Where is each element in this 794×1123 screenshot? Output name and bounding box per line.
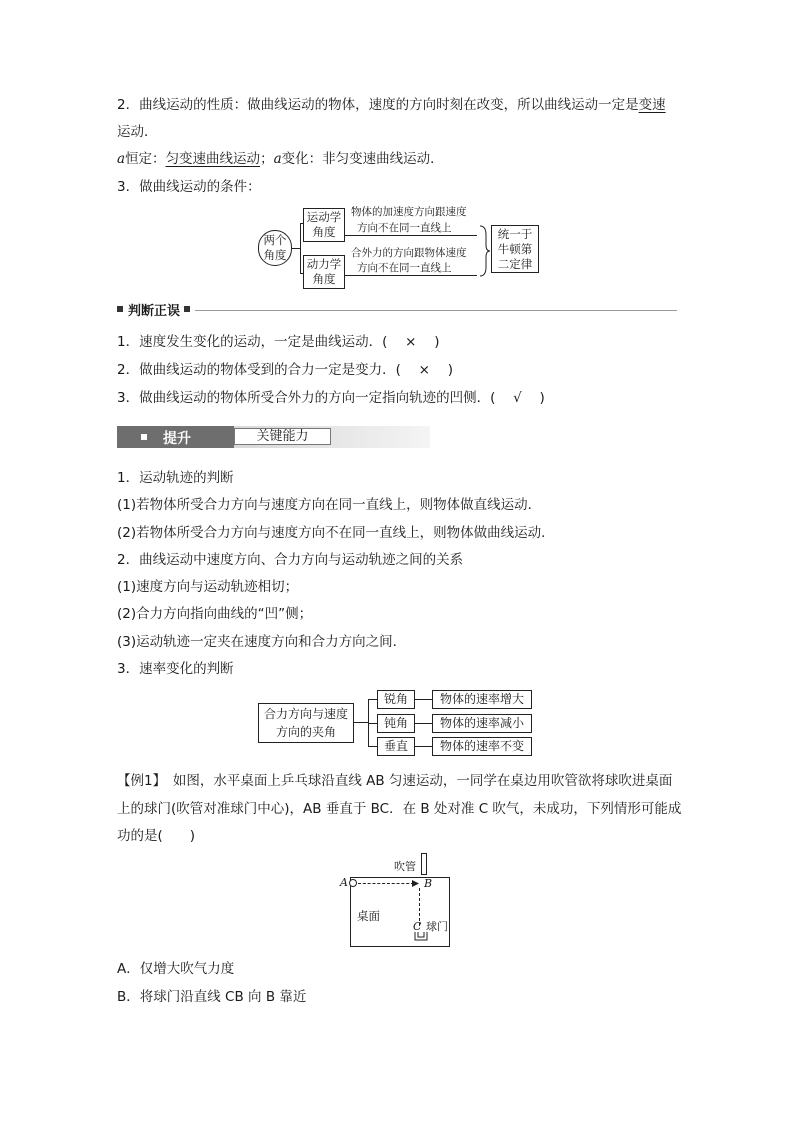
goal-icon — [414, 931, 428, 941]
ability-line: 2．曲线运动中速度方向、合力方向与运动轨迹之间的关系 — [117, 552, 464, 568]
angle-obtuse: 钝角 — [377, 714, 415, 733]
square-bullet-icon — [184, 306, 190, 312]
blow-pipe — [421, 853, 427, 875]
banner-tag: 提升 — [163, 431, 191, 447]
point-c-label: C — [413, 920, 422, 933]
example-text-1: 如图，水平桌面上乒乓球沿直线 AB 匀速运动，一同学在桌边用吹管欲将球吹进桌面 — [159, 773, 673, 789]
connector — [354, 722, 368, 723]
connector — [368, 746, 377, 747]
goal-label: 球门 — [426, 920, 448, 933]
underline-connector — [345, 275, 477, 276]
diagram1-branch-kinematics: 运动学角度 — [303, 208, 345, 242]
ability-line: 3．速率变化的判断 — [117, 661, 234, 677]
diagram2-root: 合力方向与速度方向的夹角 — [258, 703, 354, 743]
ability-line: (1)若物体所受合力方向与速度方向在同一直线上，则物体做直线运动． — [117, 497, 542, 513]
point-a-label: A — [340, 876, 348, 889]
judge-title: 判断正误 — [128, 304, 181, 319]
kinematics-desc-1: 物体的加速度方向跟速度 — [351, 206, 467, 218]
result-decrease: 物体的速率减小 — [432, 714, 532, 733]
square-bullet-icon — [117, 306, 123, 312]
ability-line: (2)合力方向指向曲线的“凹”侧； — [117, 606, 313, 622]
point-b-label: B — [424, 877, 433, 890]
connector — [368, 699, 377, 700]
ability-line: (1)速度方向与运动轨迹相切； — [117, 579, 299, 595]
condition-heading: 3．做曲线运动的条件： — [117, 179, 261, 195]
curve-nature-line — [117, 95, 666, 115]
var-a: a — [117, 151, 126, 167]
diagram1-branch-dynamics: 动力学角度 — [303, 255, 345, 289]
divider — [195, 310, 677, 311]
ball-icon — [349, 879, 357, 887]
right-brace-icon — [478, 225, 492, 277]
underline-connector — [345, 235, 477, 236]
judge-item: 1．速度发生变化的运动，一定是曲线运动．( × ) — [117, 334, 440, 350]
connector — [368, 723, 377, 724]
dynamics-desc-2: 方向不在同一直线上 — [357, 262, 452, 274]
curve-nature-cont: 运动． — [117, 124, 158, 140]
table-label: 桌面 — [357, 909, 380, 923]
diagram1-root: 两个角度 — [258, 230, 292, 266]
angle-perpendicular: 垂直 — [377, 737, 415, 756]
judge-item: 3．做曲线运动的物体所受合外力的方向一定指向轨迹的凹侧．( √ ) — [117, 390, 545, 406]
option-a: A．仅增大吹气力度 — [117, 961, 235, 977]
example-tag: 【例1】 — [117, 773, 160, 789]
a-const-text: 恒定： — [125, 151, 166, 167]
connector — [300, 223, 301, 274]
square-bullet-icon — [141, 434, 147, 440]
arrow-right-icon — [412, 880, 420, 887]
result-increase: 物体的速率增大 — [432, 690, 532, 709]
kinematics-desc-2: 方向不在同一直线上 — [357, 222, 452, 234]
ability-line: 1．运动轨迹的判断 — [117, 470, 234, 486]
dynamics-desc-1: 合外力的方向跟物体速度 — [351, 247, 467, 259]
a-change-text: 变化：非匀变速曲线运动． — [281, 151, 444, 167]
diagram1-result: 统一于牛顿第二定律 — [491, 225, 539, 273]
var-a: a — [273, 151, 282, 167]
banner-title: 关键能力 — [234, 428, 331, 445]
connector — [415, 746, 432, 747]
example-line-2: 上的球门(吹管对准球门中心)，AB 垂直于 BC．在 B 处对准 C 吹气，未成功，下列情形可能成 — [117, 801, 682, 817]
ability-line: (3)运动轨迹一定夹在速度方向和合力方向之间． — [117, 634, 407, 650]
example-line-3: 功的是( ) — [117, 828, 196, 844]
judge-item: 2．做曲线运动的物体受到的合力一定是变力．( × ) — [117, 362, 454, 378]
result-unchanged: 物体的速率不变 — [432, 737, 532, 756]
connector — [415, 723, 432, 724]
judge-section-header — [117, 300, 677, 320]
example-line-1 — [117, 771, 672, 791]
acceleration-line — [117, 149, 444, 169]
curve-nature-text: 2．曲线运动的性质：做曲线运动的物体，速度的方向时刻在改变，所以曲线运动一定是 — [117, 97, 639, 113]
ability-line: (2)若物体所受合力方向与速度方向不在同一直线上，则物体做曲线运动． — [117, 525, 555, 541]
angle-acute: 锐角 — [377, 690, 415, 709]
pipe-label: 吹管 — [394, 860, 416, 873]
ability-banner — [117, 426, 430, 448]
separator: ； — [260, 151, 274, 167]
a-const-answer: 匀变速曲线运动 — [165, 151, 261, 167]
connector — [292, 248, 300, 249]
option-b: B．将球门沿直线 CB 向 B 靠近 — [117, 989, 307, 1005]
connector — [415, 699, 432, 700]
curve-nature-answer: 变速 — [638, 97, 666, 113]
path-ab — [358, 883, 414, 884]
